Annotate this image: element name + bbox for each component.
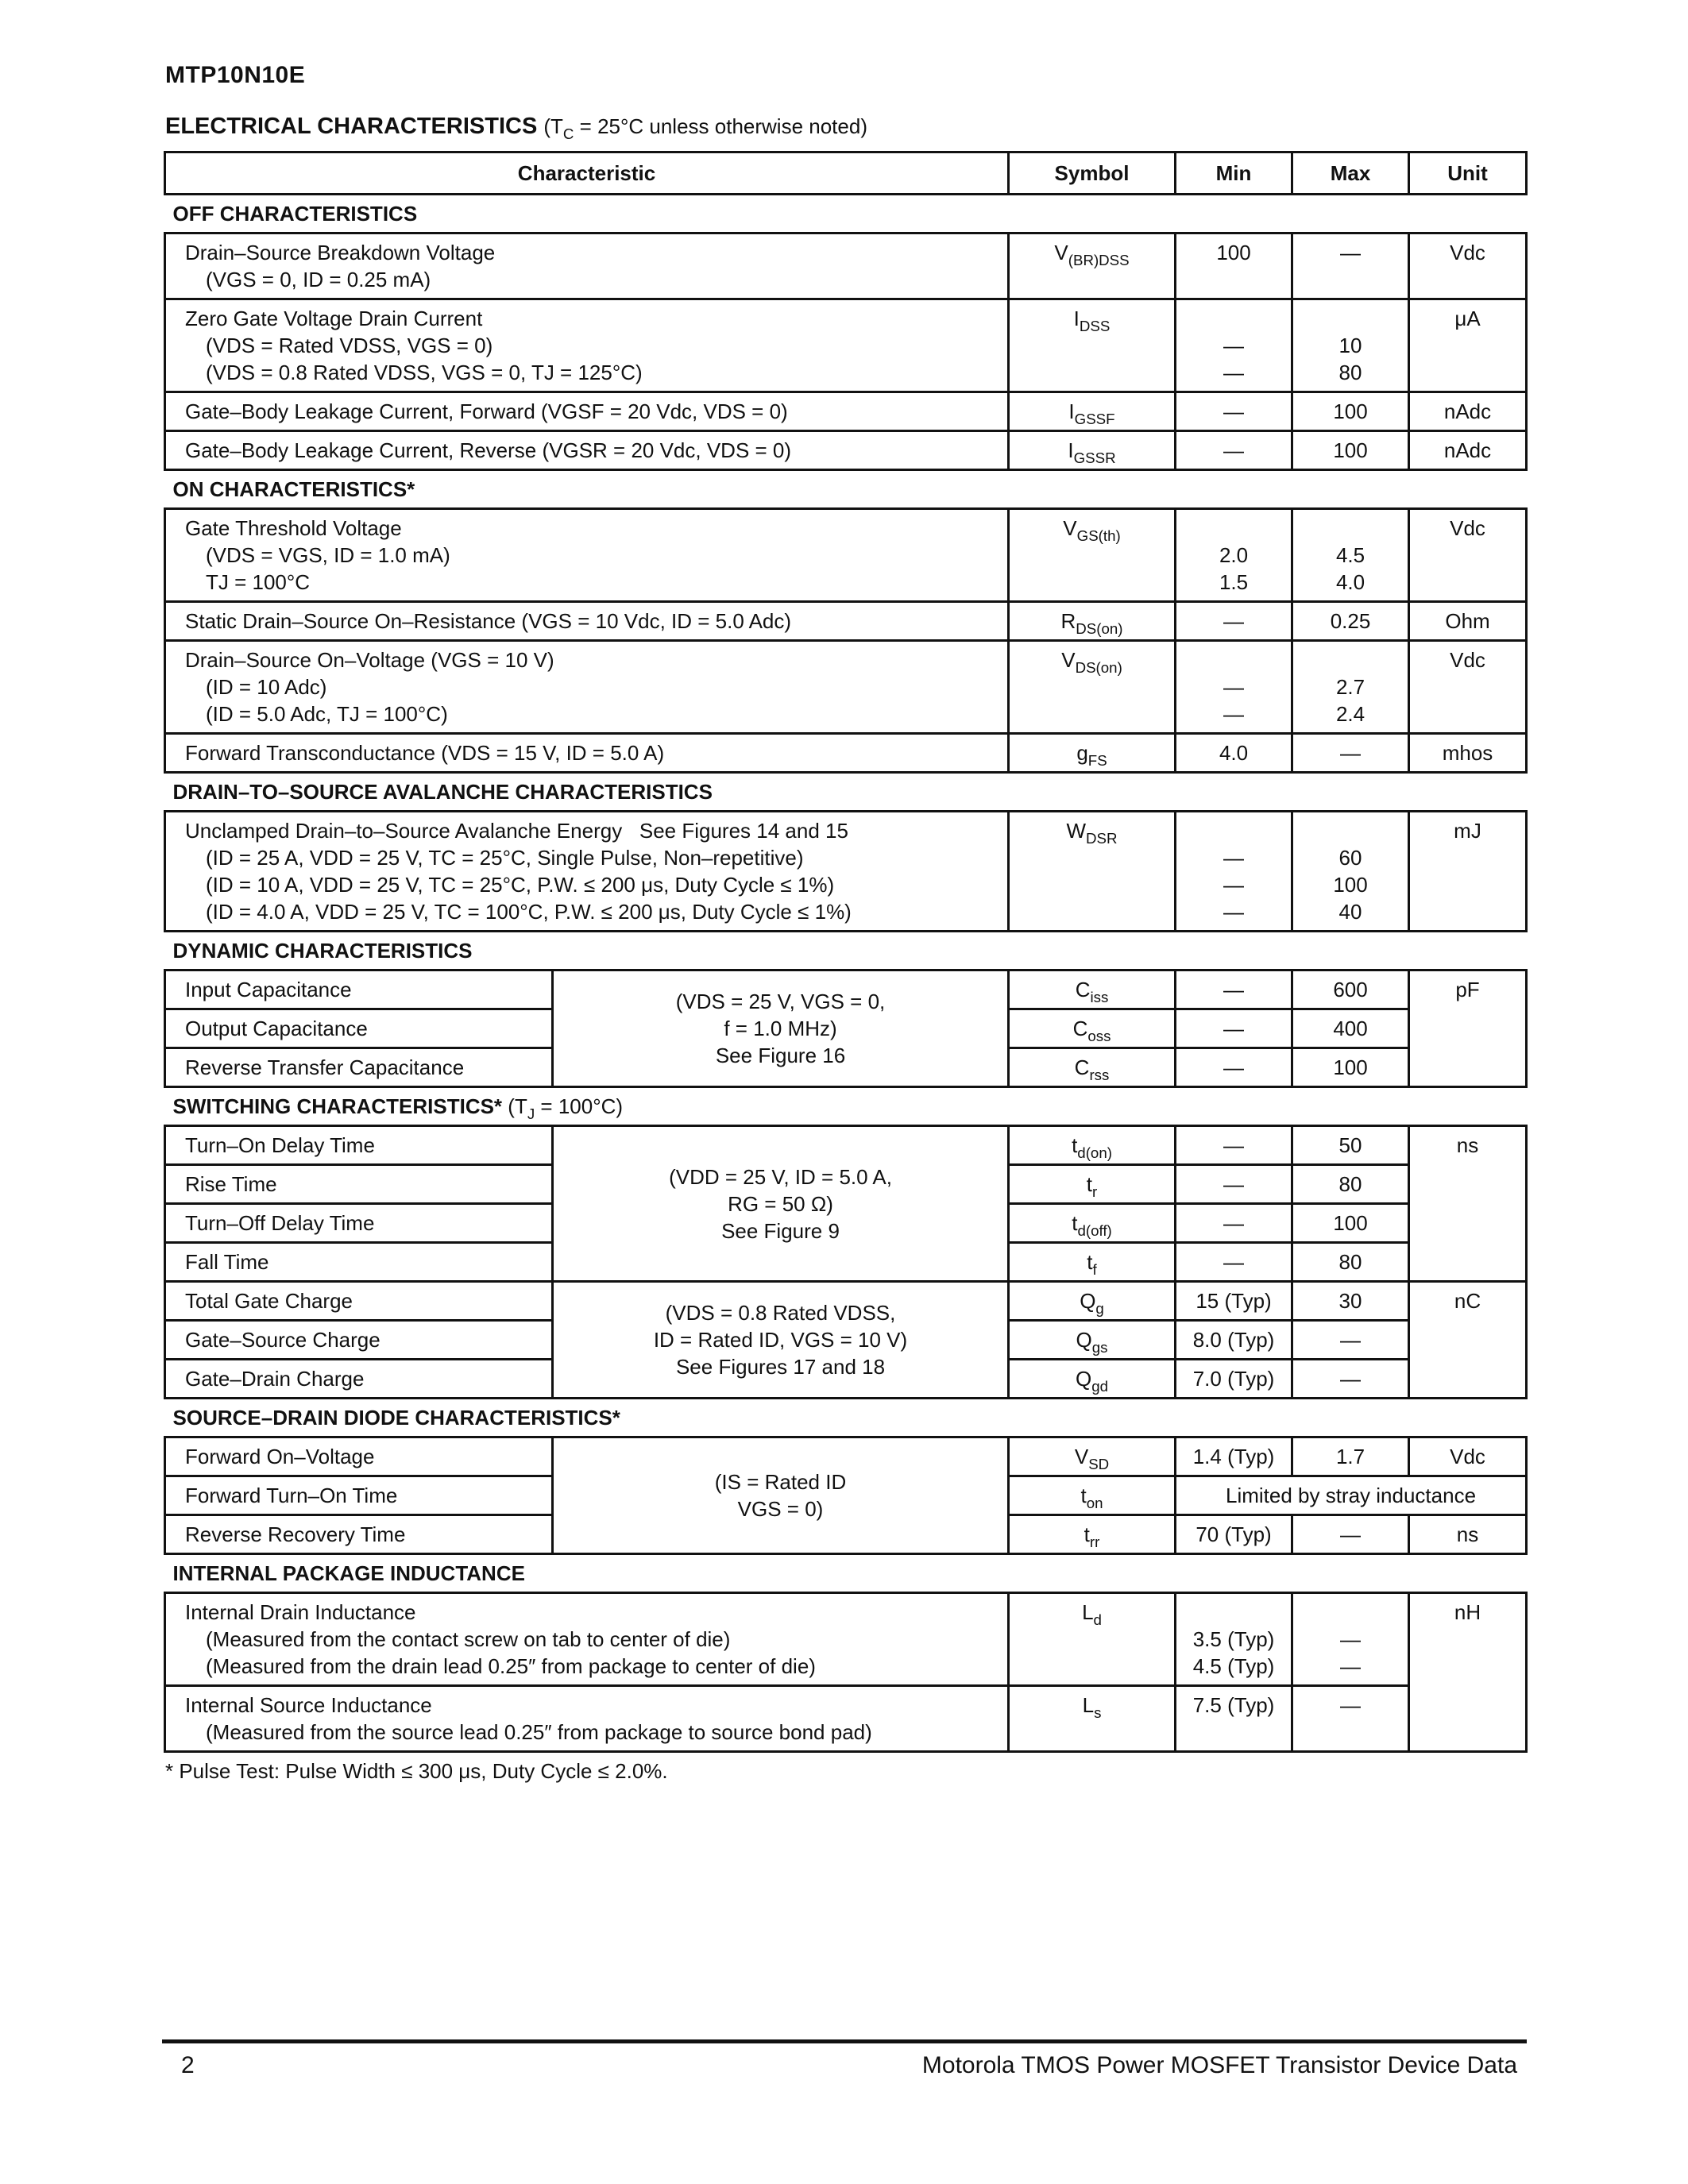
symbol-cell: $I_{GSSR}$ (1009, 431, 1176, 470)
symbol-cell: $C_{iss}$ (1009, 970, 1176, 1009)
min-cell: 1.4 (Typ) (1176, 1437, 1292, 1476)
section-off: OFF CHARACTERISTICS (172, 202, 418, 226)
min-cell: 70 (Typ) (1176, 1515, 1292, 1554)
symbol-cell: $L_s$ (1009, 1686, 1176, 1752)
min-cell: 4.0 (1176, 734, 1292, 773)
unit-cell: ns (1409, 1515, 1527, 1554)
test-conditions-cell: (VDS = 0.8 Rated VDSS, ID = Rated ID, VGS = 10 V) See Figures 17 and 18 (553, 1282, 1009, 1399)
characteristic-cell: Turn–On Delay Time (165, 1126, 553, 1165)
section-title (165, 114, 867, 140)
section-row (165, 1399, 1527, 1437)
symbol-cell: $V_{(BR)DSS}$ (1009, 233, 1176, 299)
min-cell: 15 (Typ) (1176, 1282, 1292, 1321)
min-cell: — (1176, 431, 1292, 470)
characteristic-cell: Rise Time (165, 1165, 553, 1204)
max-cell: — (1292, 233, 1409, 299)
unit-cell: Ohm (1409, 602, 1527, 641)
min-cell: — (1176, 392, 1292, 431)
characteristic-cell: Turn–Off Delay Time (165, 1204, 553, 1243)
symbol-cell: $I_{DSS}$ (1009, 299, 1176, 392)
characteristic-cell: Output Capacitance (165, 1009, 553, 1048)
section-row (165, 195, 1527, 233)
unit-cell: μA (1409, 299, 1527, 392)
unit-cell: nAdc (1409, 392, 1527, 431)
symbol-cell: $R_{DS(on)}$ (1009, 602, 1176, 641)
characteristic-cell: Total Gate Charge (165, 1282, 553, 1321)
section-row (165, 470, 1527, 509)
unit-cell: ns (1409, 1126, 1527, 1282)
symbol-cell: $g_{FS}$ (1009, 734, 1176, 773)
max-cell: 100 (1292, 1048, 1409, 1087)
min-cell: — (1176, 970, 1292, 1009)
max-cell: 60 100 40 (1292, 812, 1409, 932)
page-number: 2 (181, 2052, 195, 2078)
unit-cell: Vdc (1409, 509, 1527, 602)
max-cell: 80 (1292, 1165, 1409, 1204)
unit-cell: nH (1409, 1593, 1527, 1752)
characteristic-cell: Internal Source Inductance (Measured from the source lead 0.25″ from package to source bond pad) (165, 1686, 1009, 1752)
min-cell: — — — (1176, 812, 1292, 932)
min-cell: 7.0 (Typ) (1176, 1360, 1292, 1399)
col-header-unit: Unit (1409, 152, 1527, 195)
characteristic-cell: Drain–Source Breakdown Voltage (VGS = 0, ID = 0.25 mA) (165, 233, 1009, 299)
characteristic-cell: Input Capacitance (165, 970, 553, 1009)
table-row (165, 1126, 1527, 1165)
symbol-cell: $C_{rss}$ (1009, 1048, 1176, 1087)
characteristic-cell: Forward Transconductance (VDS = 15 V, ID = 5.0 A) (165, 734, 1009, 773)
title-main: ELECTRICAL CHARACTERISTICS (165, 114, 538, 139)
symbol-cell: $L_d$ (1009, 1593, 1176, 1686)
table-row (165, 734, 1527, 773)
characteristic-cell: Static Drain–Source On–Resistance (VGS = 10 Vdc, ID = 5.0 Adc) (165, 602, 1009, 641)
characteristic-cell: Gate–Body Leakage Current, Reverse (VGSR = 20 Vdc, VDS = 0) (165, 431, 1009, 470)
characteristic-cell: Forward On–Voltage (165, 1437, 553, 1476)
max-cell: — (1292, 1686, 1409, 1752)
section-avalanche: DRAIN–TO–SOURCE AVALANCHE CHARACTERISTICS (172, 780, 713, 804)
symbol-cell: $t_{d(off)}$ (1009, 1204, 1176, 1243)
max-cell: 600 (1292, 970, 1409, 1009)
symbol-cell: $C_{oss}$ (1009, 1009, 1176, 1048)
symbol-cell: $t_r$ (1009, 1165, 1176, 1204)
max-cell: 1.7 (1292, 1437, 1409, 1476)
min-cell: 7.5 (Typ) (1176, 1686, 1292, 1752)
max-cell: 10 80 (1292, 299, 1409, 392)
min-cell: 8.0 (Typ) (1176, 1321, 1292, 1360)
max-cell: — (1292, 1360, 1409, 1399)
max-cell: 0.25 (1292, 602, 1409, 641)
col-header-min: Min (1176, 152, 1292, 195)
min-cell: — (1176, 1009, 1292, 1048)
characteristic-cell: Reverse Transfer Capacitance (165, 1048, 553, 1087)
section-row (165, 773, 1527, 812)
table-row (165, 1593, 1527, 1686)
characteristic-cell: Unclamped Drain–to–Source Avalanche Energy See Figures 14 and 15 (ID = 25 A, VDD = 25 V, TC = 25°C, Single Pulse, Non–repetitive) (ID = 10 A, VDD = 25 V, TC = 25°C, P.W. ≤ 200 μs, Duty Cycle ≤ 1%) (ID = 4.0 A, VDD = 25 V, TC = 100°C, P.W. ≤ 200 μs, Duty Cycle ≤ 1%) (165, 812, 1009, 932)
symbol-cell: $t_{on}$ (1009, 1476, 1176, 1515)
col-header-max: Max (1292, 152, 1409, 195)
table-row (165, 970, 1527, 1009)
characteristic-cell: Gate–Body Leakage Current, Forward (VGSF = 20 Vdc, VDS = 0) (165, 392, 1009, 431)
footer-doc-title: Motorola TMOS Power MOSFET Transistor Device Data (921, 2052, 1517, 2078)
unit-cell: Vdc (1409, 1437, 1527, 1476)
max-cell: — (1292, 1321, 1409, 1360)
symbol-cell: $Q_{gs}$ (1009, 1321, 1176, 1360)
max-cell: 50 (1292, 1126, 1409, 1165)
section-row (165, 1554, 1527, 1593)
symbol-cell: $W_{DSR}$ (1009, 812, 1176, 932)
part-number: MTP10N10E (165, 62, 306, 88)
symbol-cell: $V_{SD}$ (1009, 1437, 1176, 1476)
section-dynamic: DYNAMIC CHARACTERISTICS (172, 939, 473, 963)
min-cell: — (1176, 1243, 1292, 1282)
section-row (165, 932, 1527, 970)
unit-cell: Vdc (1409, 641, 1527, 734)
characteristic-cell: Forward Turn–On Time (165, 1476, 553, 1515)
footer-divider (162, 2039, 1527, 2043)
table-row (165, 233, 1527, 299)
min-cell: — — (1176, 641, 1292, 734)
min-cell: — (1176, 1126, 1292, 1165)
table-row (165, 1686, 1527, 1752)
min-cell: 3.5 (Typ) 4.5 (Typ) (1176, 1593, 1292, 1686)
unit-cell: nAdc (1409, 431, 1527, 470)
span-value-cell: Limited by stray inductance (1176, 1476, 1527, 1515)
max-cell: — — (1292, 1593, 1409, 1686)
min-cell: — (1176, 1048, 1292, 1087)
characteristic-cell: Internal Drain Inductance (Measured from the contact screw on tab to center of die) (Measured from the drain lead 0.25″ from package to center of die) (165, 1593, 1009, 1686)
table-row (165, 299, 1527, 392)
characteristic-cell: Gate Threshold Voltage (VDS = VGS, ID = 1.0 mA) TJ = 100°C (165, 509, 1009, 602)
unit-cell: pF (1409, 970, 1527, 1087)
min-cell: — (1176, 1165, 1292, 1204)
test-conditions-cell: (VDD = 25 V, ID = 5.0 A, RG = 50 Ω) See Figure 9 (553, 1126, 1009, 1282)
symbol-cell: $I_{GSSF}$ (1009, 392, 1176, 431)
symbol-cell: $t_{d(on)}$ (1009, 1126, 1176, 1165)
max-cell: 400 (1292, 1009, 1409, 1048)
section-inductance: INTERNAL PACKAGE INDUCTANCE (172, 1561, 525, 1585)
title-conditions: ($T_C = 25^\circ C$ unless otherwise noted) (543, 114, 867, 142)
table-row (165, 431, 1527, 470)
table-row (165, 392, 1527, 431)
min-cell: — (1176, 602, 1292, 641)
test-conditions-cell: (VDS = 25 V, VGS = 0, f = 1.0 MHz) See Figure 16 (553, 970, 1009, 1087)
characteristic-cell: Reverse Recovery Time (165, 1515, 553, 1554)
characteristic-cell: Gate–Drain Charge (165, 1360, 553, 1399)
table-row (165, 641, 1527, 734)
unit-cell: mhos (1409, 734, 1527, 773)
max-cell: 30 (1292, 1282, 1409, 1321)
characteristic-cell: Fall Time (165, 1243, 553, 1282)
unit-cell: nC (1409, 1282, 1527, 1399)
max-cell: — (1292, 1515, 1409, 1554)
max-cell: 100 (1292, 1204, 1409, 1243)
min-cell: — — (1176, 299, 1292, 392)
characteristic-cell: Gate–Source Charge (165, 1321, 553, 1360)
section-diode: SOURCE–DRAIN DIODE CHARACTERISTICS* (172, 1406, 620, 1430)
table-row (165, 812, 1527, 932)
characteristic-cell: Zero Gate Voltage Drain Current (VDS = Rated VDSS, VGS = 0) (VDS = 0.8 Rated VDSS, VGS = 0, TJ = 125°C) (165, 299, 1009, 392)
table-row (165, 602, 1527, 641)
electrical-characteristics-table (164, 151, 1528, 1753)
symbol-cell: $t_{rr}$ (1009, 1515, 1176, 1554)
table-row (165, 1282, 1527, 1321)
col-header-characteristic: Characteristic (165, 152, 1009, 195)
max-cell: 2.7 2.4 (1292, 641, 1409, 734)
footnote: * Pulse Test: Pulse Width ≤ 300 μs, Duty Cycle ≤ 2.0%. (165, 1759, 668, 1783)
max-cell: 100 (1292, 431, 1409, 470)
section-switching: SWITCHING CHARACTERISTICS* $(T_J = 100^\circ C)$ (172, 1094, 624, 1122)
table-row (165, 509, 1527, 602)
min-cell: 100 (1176, 233, 1292, 299)
section-on: ON CHARACTERISTICS* (172, 477, 415, 501)
symbol-cell: $Q_g$ (1009, 1282, 1176, 1321)
characteristic-cell: Drain–Source On–Voltage (VGS = 10 V) (ID = 10 Adc) (ID = 5.0 Adc, TJ = 100°C) (165, 641, 1009, 734)
symbol-cell: $V_{DS(on)}$ (1009, 641, 1176, 734)
unit-cell: mJ (1409, 812, 1527, 932)
table-row (165, 1437, 1527, 1476)
section-row (165, 1087, 1527, 1126)
unit-cell: Vdc (1409, 233, 1527, 299)
max-cell: 80 (1292, 1243, 1409, 1282)
min-cell: — (1176, 1204, 1292, 1243)
symbol-cell: $t_f$ (1009, 1243, 1176, 1282)
col-header-symbol: Symbol (1009, 152, 1176, 195)
min-cell: 2.0 1.5 (1176, 509, 1292, 602)
test-conditions-cell: (IS = Rated ID VGS = 0) (553, 1437, 1009, 1554)
max-cell: — (1292, 734, 1409, 773)
max-cell: 4.5 4.0 (1292, 509, 1409, 602)
symbol-cell: $Q_{gd}$ (1009, 1360, 1176, 1399)
table-header-row (165, 152, 1527, 195)
max-cell: 100 (1292, 392, 1409, 431)
symbol-cell: $V_{GS(th)}$ (1009, 509, 1176, 602)
